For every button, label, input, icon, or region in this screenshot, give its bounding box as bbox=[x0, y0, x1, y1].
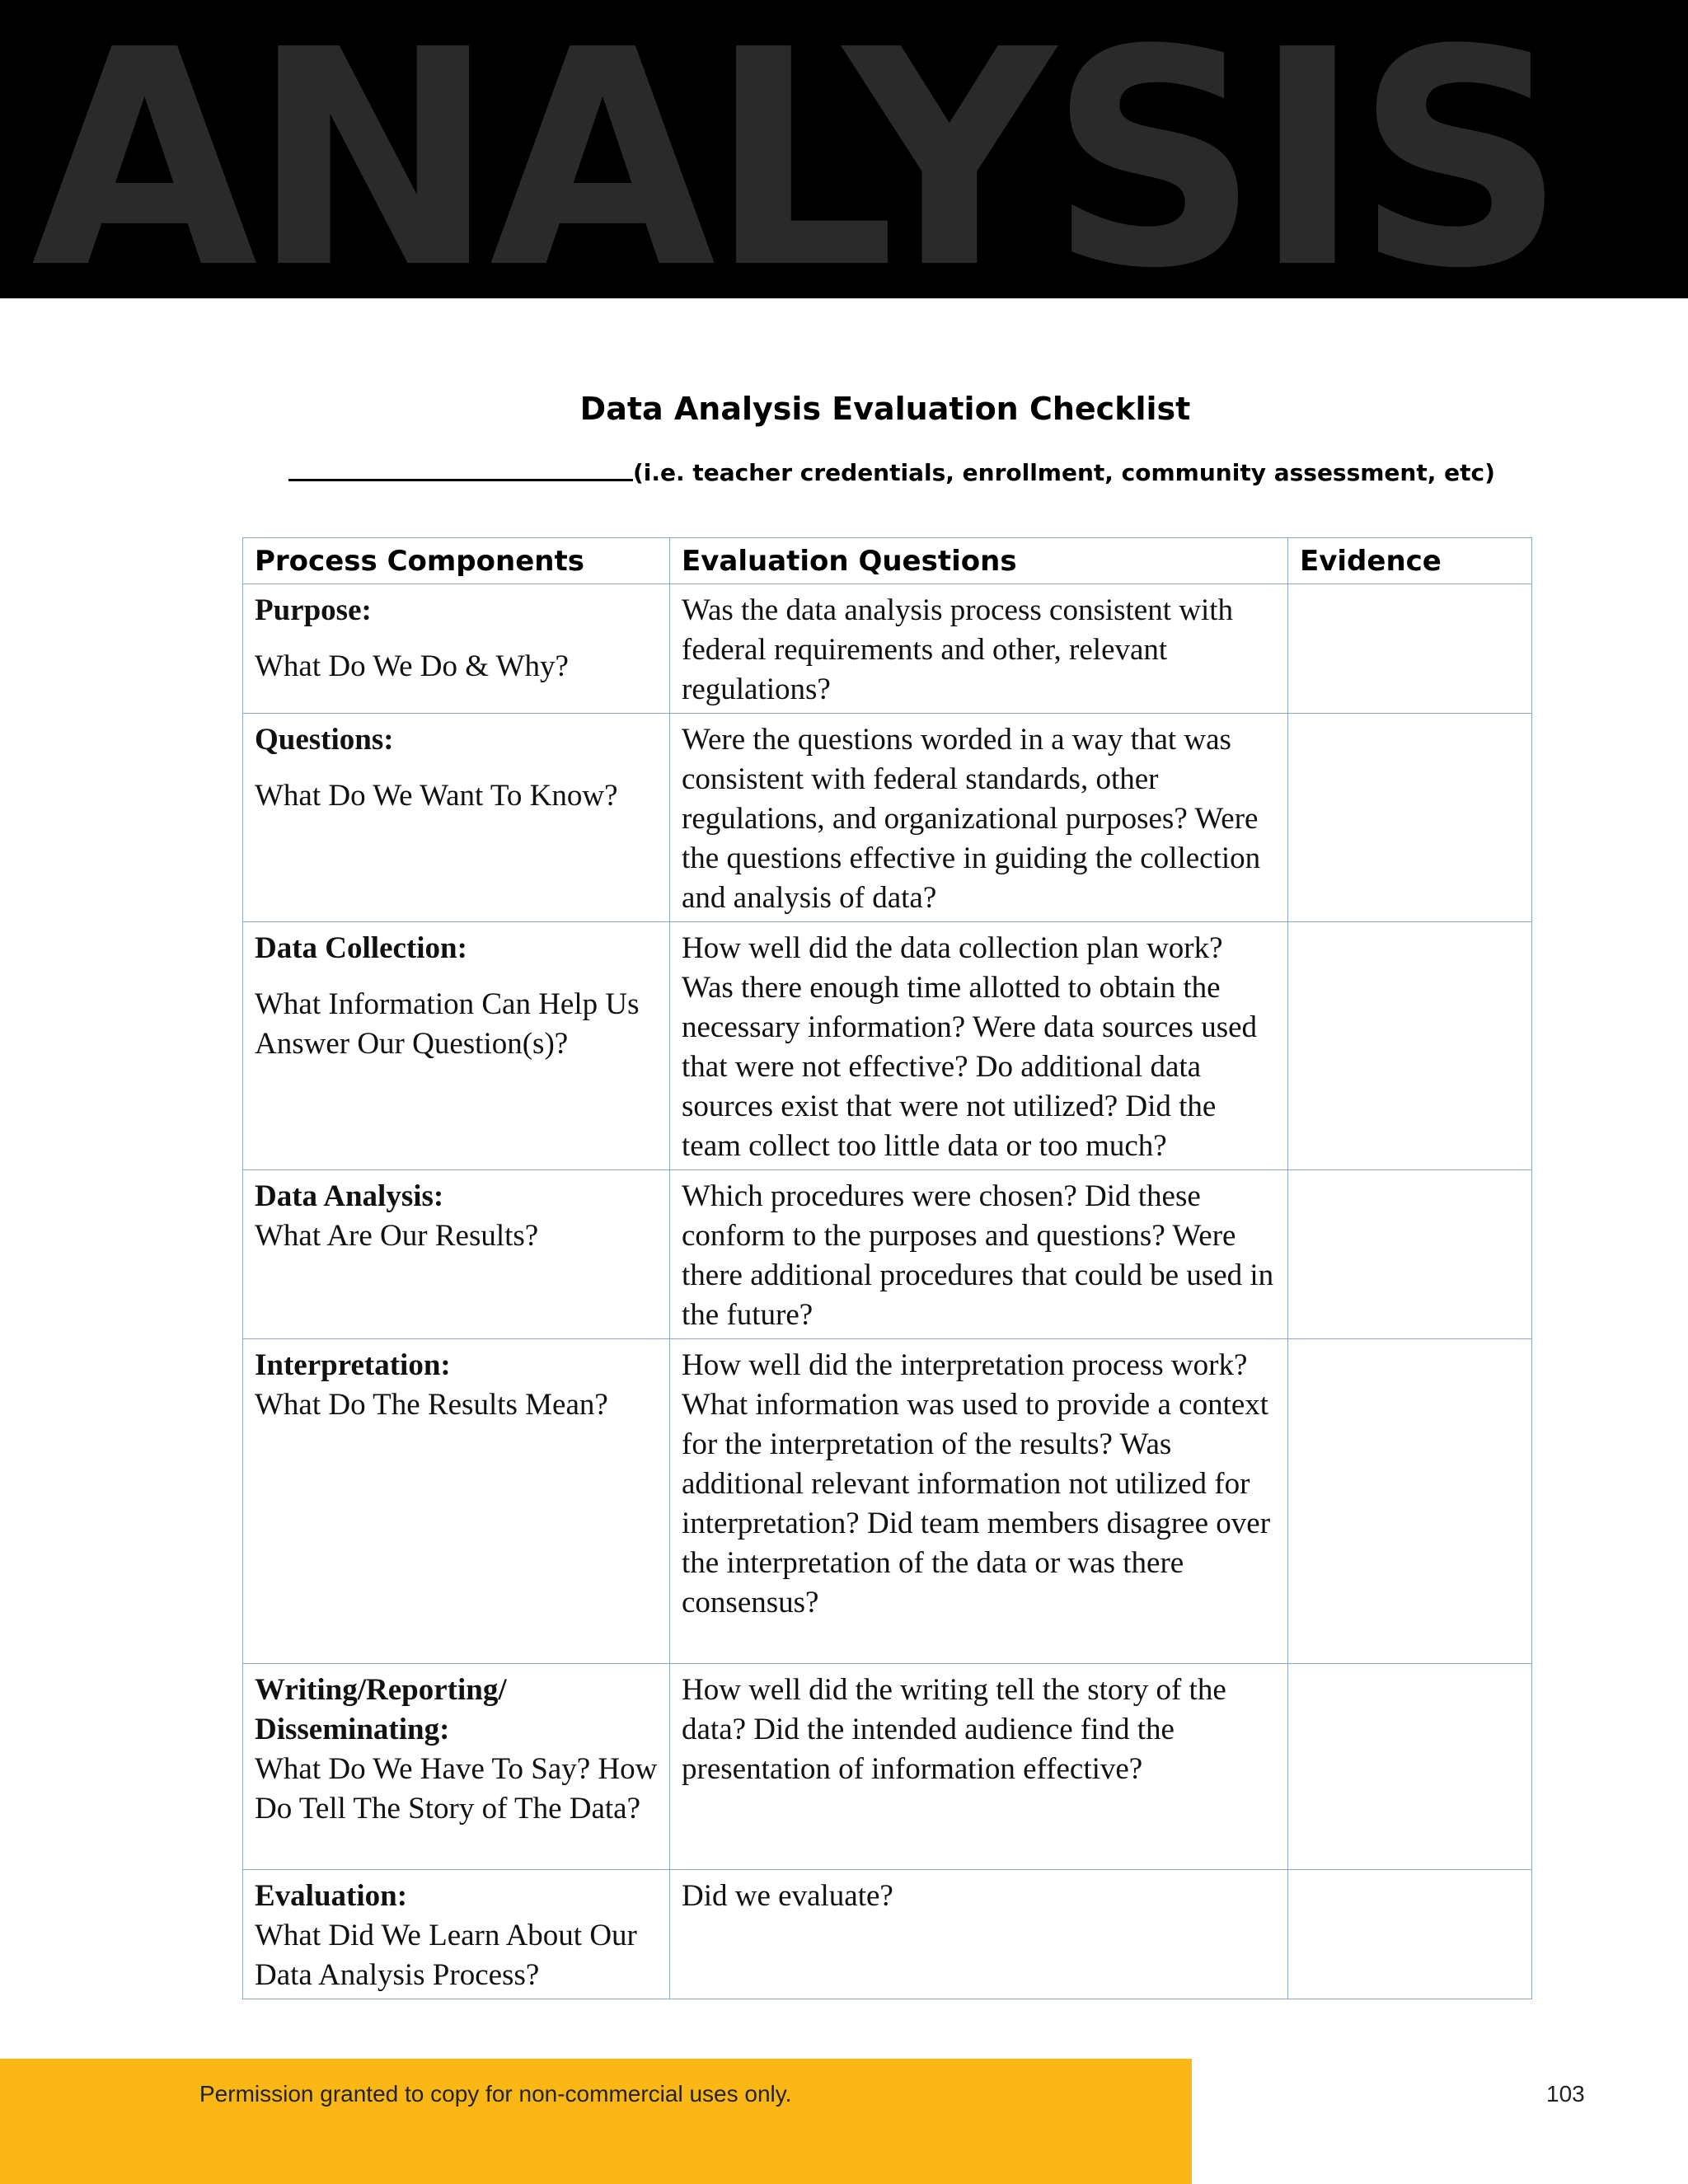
header-evidence: Evidence bbox=[1288, 538, 1532, 584]
question-cell: Which procedures were chosen? Did these conform to the purposes and questions? Were there additional procedures that could be used in the future? bbox=[670, 1170, 1288, 1339]
footer-bar bbox=[0, 2059, 1192, 2184]
table-header-row bbox=[243, 538, 1532, 584]
evidence-cell[interactable] bbox=[1288, 1339, 1532, 1664]
header-process-components: Process Components bbox=[243, 538, 670, 584]
table-row bbox=[243, 1870, 1532, 1999]
banner-word: ANALYSIS bbox=[31, 0, 1559, 298]
table-row bbox=[243, 1170, 1532, 1339]
table-row bbox=[243, 1664, 1532, 1870]
subtitle-row bbox=[288, 450, 1495, 486]
component-label: Questions: bbox=[255, 723, 394, 757]
header-evaluation-questions: Evaluation Questions bbox=[670, 538, 1288, 584]
question-cell: Did we evaluate? bbox=[670, 1870, 1288, 1999]
component-description: What Do We Have To Say? How Do Tell The Story of The Data? bbox=[255, 1752, 658, 1825]
component-label: Data Analysis: bbox=[255, 1179, 444, 1213]
subtitle: (i.e. teacher credentials, enrollment, community assessment, etc) bbox=[633, 459, 1495, 486]
fill-in-blank-line bbox=[288, 452, 633, 481]
evidence-cell[interactable] bbox=[1288, 1870, 1532, 1999]
component-cell bbox=[243, 714, 670, 922]
question-cell: Was the data analysis process consistent with federal requirements and other, relevant regulations? bbox=[670, 584, 1288, 714]
component-description: What Did We Learn About Our Data Analysis Process? bbox=[255, 1919, 637, 1992]
component-label: Purpose: bbox=[255, 593, 372, 627]
component-description: What Do We Do & Why? bbox=[255, 649, 569, 683]
component-label: Data Collection: bbox=[255, 931, 467, 965]
evidence-cell[interactable] bbox=[1288, 1664, 1532, 1870]
evidence-cell[interactable] bbox=[1288, 584, 1532, 714]
page-number: 103 bbox=[1546, 2081, 1585, 2107]
component-description: What Do We Want To Know? bbox=[255, 779, 618, 813]
question-cell: How well did the data collection plan work? Was there enough time allotted to obtain the necessary information? Were data sources used that were not effective? Do additional data sources exist that were not utilized? Did the team collect too little data or too much? bbox=[670, 922, 1288, 1170]
component-description: What Information Can Help Us Answer Our Question(s)? bbox=[255, 987, 640, 1061]
question-cell: Were the questions worded in a way that was consistent with federal standards, other regulations, and organizational purposes? Were the questions effective in guiding the collection and analysis of data? bbox=[670, 714, 1288, 922]
table-row bbox=[243, 714, 1532, 922]
component-description: What Do The Results Mean? bbox=[255, 1388, 608, 1422]
component-cell bbox=[243, 1664, 670, 1870]
table-row bbox=[243, 1339, 1532, 1664]
evidence-cell[interactable] bbox=[1288, 714, 1532, 922]
question-cell: How well did the writing tell the story of the data? Did the intended audience find the presentation of information effective? bbox=[670, 1664, 1288, 1870]
component-cell bbox=[243, 1339, 670, 1664]
component-label: Interpretation: bbox=[255, 1348, 451, 1382]
component-description: What Are Our Results? bbox=[255, 1219, 539, 1253]
component-cell bbox=[243, 1870, 670, 1999]
evaluation-checklist-table bbox=[242, 537, 1532, 1999]
permission-notice: Permission granted to copy for non-commercial uses only. bbox=[199, 2081, 792, 2107]
evidence-cell[interactable] bbox=[1288, 1170, 1532, 1339]
header-banner bbox=[0, 0, 1688, 298]
component-cell bbox=[243, 1170, 670, 1339]
page-title: Data Analysis Evaluation Checklist bbox=[579, 391, 1191, 427]
component-label: Evaluation: bbox=[255, 1879, 408, 1913]
component-cell bbox=[243, 584, 670, 714]
table-row bbox=[243, 584, 1532, 714]
evidence-cell[interactable] bbox=[1288, 922, 1532, 1170]
component-cell bbox=[243, 922, 670, 1170]
component-label: Writing/Reporting/ Disseminating: bbox=[255, 1673, 507, 1746]
table-row bbox=[243, 922, 1532, 1170]
question-cell: How well did the interpretation process work? What information was used to provide a context for the interpretation of the results? Was additional relevant information not utilized for interpretation? Did team members disagree over the interpretation of the data or was there consensus? bbox=[670, 1339, 1288, 1664]
